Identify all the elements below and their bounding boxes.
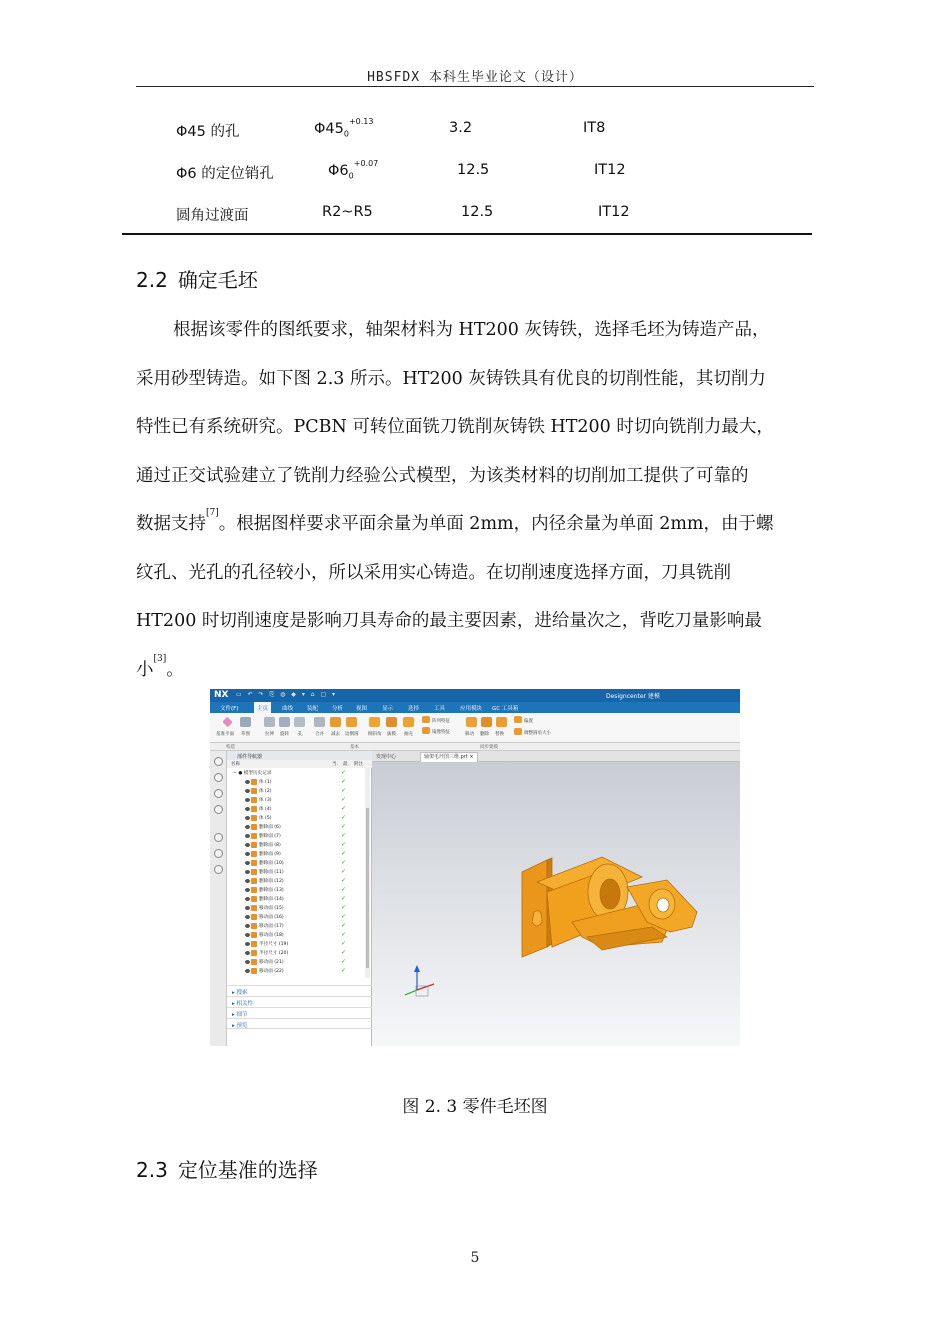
- tree-item[interactable]: [227, 895, 365, 904]
- check-icon: ✓: [341, 877, 347, 884]
- feature-icon: [251, 806, 257, 812]
- graphics-window[interactable]: [372, 762, 740, 1046]
- menu-gc-toolbox[interactable]: GC 工具箱: [492, 706, 519, 712]
- ribbon-label: 合并: [315, 732, 324, 737]
- feature-icon: [251, 932, 257, 938]
- feature-cell: Φ45 的孔: [176, 124, 240, 140]
- tree-item-label: 删除面 (8): [259, 843, 281, 848]
- visibility-icon[interactable]: [245, 888, 250, 892]
- unite-icon[interactable]: [314, 717, 325, 727]
- feature-icon: [251, 833, 257, 839]
- tolerance-cell: IT8: [583, 120, 606, 136]
- hole-icon[interactable]: [294, 717, 305, 727]
- tree-item[interactable]: [227, 886, 365, 895]
- feature-icon: [251, 869, 257, 875]
- shell-icon[interactable]: [403, 717, 414, 727]
- nx-logo: NX: [214, 690, 229, 700]
- feature-icon: [251, 815, 257, 821]
- feature-icon: [251, 905, 257, 911]
- feature-icon: [251, 914, 257, 920]
- chamfer-icon[interactable]: [369, 717, 380, 727]
- visibility-icon[interactable]: [245, 816, 250, 820]
- ribbon-label: 拔模: [387, 732, 396, 737]
- tree-item-label: 删除面 (14): [259, 897, 284, 902]
- visibility-icon[interactable]: [245, 861, 250, 865]
- feature-icon: [251, 896, 257, 902]
- tree-item[interactable]: [227, 787, 365, 796]
- datum-plane-icon[interactable]: [222, 717, 232, 727]
- ribbon-label: 抽壳: [404, 732, 413, 737]
- pattern-feature-icon[interactable]: [422, 716, 430, 723]
- draft-icon[interactable]: [386, 717, 397, 727]
- tab-part-file[interactable]: 轴架毛坯图三维.prt ×: [420, 752, 478, 762]
- tree-item[interactable]: [227, 832, 365, 841]
- menu-curve[interactable]: 曲线: [282, 706, 294, 712]
- check-icon: ✓: [341, 769, 347, 776]
- menu-assembly[interactable]: 装配: [307, 706, 319, 712]
- feature-icon: [251, 797, 257, 803]
- visibility-icon[interactable]: [245, 915, 250, 919]
- tree-item[interactable]: [227, 868, 365, 877]
- check-icon: ✓: [341, 787, 347, 794]
- nx-app-title: Designcenter 建模: [606, 693, 660, 700]
- visibility-icon[interactable]: [245, 960, 250, 964]
- column-header-current[interactable]: 当.: [332, 762, 338, 767]
- feature-icon: [251, 851, 257, 857]
- group-label: 构造: [226, 745, 235, 750]
- feature-icon: [251, 842, 257, 848]
- tree-item[interactable]: [227, 949, 365, 958]
- panel-preview[interactable]: ▸ 预览: [227, 1018, 372, 1029]
- roughness-cell: 3.2: [449, 120, 473, 136]
- graphics-tab-bar: [372, 751, 740, 762]
- menu-display[interactable]: 显示: [382, 706, 394, 712]
- visibility-icon[interactable]: [245, 897, 250, 901]
- check-icon: ✓: [341, 895, 347, 902]
- check-icon: ✓: [341, 904, 347, 911]
- menu-home[interactable]: 主页: [254, 702, 271, 713]
- table-row: [0, 117, 950, 144]
- tree-item-label: 删除面 (7): [259, 834, 281, 839]
- table-row: [0, 159, 950, 186]
- table-bottom-rule: [122, 233, 812, 235]
- visibility-icon[interactable]: [245, 798, 250, 802]
- dimension-cell: R2~R5: [322, 204, 373, 220]
- edge-blend-icon[interactable]: [346, 717, 357, 727]
- history-icon[interactable]: [214, 849, 223, 858]
- tree-item[interactable]: [227, 940, 365, 949]
- replace-face-icon[interactable]: [496, 717, 507, 727]
- figure-caption: 图 2. 3 零件毛坯图: [402, 1097, 548, 1117]
- check-icon: ✓: [341, 805, 347, 812]
- feature-cell: Φ6 的定位销孔: [176, 166, 274, 182]
- ribbon-group-bar: [210, 743, 740, 751]
- tree-item[interactable]: [227, 859, 365, 868]
- sketch-icon[interactable]: [240, 717, 251, 727]
- tree-item[interactable]: [227, 796, 365, 805]
- check-icon: ✓: [341, 949, 347, 956]
- revolve-icon[interactable]: [279, 717, 290, 727]
- feature-cell: 圆角过渡面: [176, 208, 249, 224]
- feature-icon: [251, 941, 257, 947]
- panel-search[interactable]: ▸ 搜索: [227, 985, 372, 996]
- menu-apps[interactable]: 应用模块: [460, 706, 483, 712]
- ribbon-label: 拉伸: [265, 732, 274, 737]
- offset-face-icon[interactable]: [514, 716, 522, 723]
- check-icon: ✓: [341, 778, 347, 785]
- check-icon: ✓: [341, 868, 347, 875]
- ribbon-label: 草图: [241, 732, 250, 737]
- tree-item[interactable]: [227, 877, 365, 886]
- extrude-icon[interactable]: [264, 717, 275, 727]
- menu-file[interactable]: 文件(F): [220, 706, 239, 712]
- check-icon: ✓: [341, 859, 347, 866]
- ribbon-label: 镜像特征: [432, 730, 450, 735]
- feature-icon: [251, 959, 257, 965]
- visibility-icon[interactable]: [245, 789, 250, 793]
- tree-item[interactable]: [227, 850, 365, 859]
- dimension-cell: $\Phi 6_0^{+0.07}$: [328, 159, 379, 181]
- ribbon-label: 调整圆角大小: [524, 731, 551, 736]
- view-triad: [405, 965, 434, 996]
- tree-item[interactable]: [227, 904, 365, 913]
- section-heading-2-3: 2.3 定位基准的选择: [136, 1158, 318, 1182]
- tab-discovery-center[interactable]: 发现中心: [376, 754, 397, 760]
- citation-ref[interactable]: [7]: [206, 508, 219, 519]
- ribbon-label: 删除: [480, 732, 489, 737]
- constraint-navigator-icon[interactable]: [214, 805, 223, 814]
- visibility-icon[interactable]: [245, 942, 250, 946]
- menu-tools[interactable]: 工具: [434, 706, 446, 712]
- ribbon-label: 偏置: [524, 719, 533, 724]
- mirror-feature-icon[interactable]: [422, 727, 430, 734]
- ribbon-label: 移动: [465, 732, 474, 737]
- tree-item-label: 体 (3): [259, 798, 272, 803]
- feature-icon: [251, 968, 257, 974]
- tree-item-label: 移动面 (21): [259, 960, 284, 965]
- resource-bar: [210, 751, 227, 1046]
- menu-select[interactable]: 选择: [408, 706, 420, 712]
- running-header: HBSFDX 本科生毕业论文（设计）: [367, 70, 583, 85]
- check-icon: ✓: [341, 886, 347, 893]
- ribbon-label: 阵列特征: [432, 719, 450, 724]
- tree-item-label: 删除面 (9): [259, 852, 281, 857]
- part-model-3d: [372, 762, 740, 1046]
- ribbon-label: 替换: [495, 732, 504, 737]
- check-icon: ✓: [341, 850, 347, 857]
- ribbon-label: 减去: [331, 732, 340, 737]
- tree-root-label: − ● 模型历史记录: [233, 771, 272, 776]
- column-header-notes[interactable]: 附注: [354, 762, 363, 767]
- move-face-icon[interactable]: [466, 717, 477, 727]
- tree-item-label: 体 (4): [259, 807, 272, 812]
- tree-item-label: 移动面 (15): [259, 906, 284, 911]
- tree-item[interactable]: [227, 967, 365, 976]
- tree-item[interactable]: [227, 922, 365, 931]
- subtract-icon[interactable]: [330, 717, 341, 727]
- feature-icon: [251, 923, 257, 929]
- check-icon: ✓: [341, 958, 347, 965]
- column-header-name[interactable]: 名称: [231, 762, 240, 767]
- part-navigator-icon[interactable]: [214, 773, 223, 782]
- tree-item-label: 删除面 (12): [259, 879, 284, 884]
- quick-access-icons: ▭ ↶ ↷ ⎘ ◍ ◆ ▾ ⌂ ▢ ▾: [236, 691, 338, 698]
- part-navigator-title: 部件导航器: [227, 751, 372, 760]
- visibility-icon[interactable]: [245, 969, 250, 973]
- column-header-latest[interactable]: 最.: [343, 762, 349, 767]
- visibility-icon[interactable]: [245, 834, 250, 838]
- tree-item-label: 移动面 (17): [259, 924, 284, 929]
- table-row: [0, 204, 950, 228]
- check-icon: ✓: [341, 967, 347, 974]
- ribbon-label: 倒斜角: [368, 732, 382, 737]
- check-icon: ✓: [341, 832, 347, 839]
- part-navigator: [227, 751, 372, 1046]
- check-icon: ✓: [341, 814, 347, 821]
- tree-item-label: 体 (1): [259, 780, 272, 785]
- group-label: 同步建模: [480, 745, 498, 750]
- tree-root[interactable]: [227, 769, 365, 778]
- visibility-icon[interactable]: [245, 906, 250, 910]
- visibility-icon[interactable]: [245, 879, 250, 883]
- visibility-icon[interactable]: [245, 852, 250, 856]
- tree-item[interactable]: [227, 823, 365, 832]
- check-icon: ✓: [341, 931, 347, 938]
- feature-icon: [251, 788, 257, 794]
- delete-face-icon[interactable]: [481, 717, 492, 727]
- assembly-navigator-icon[interactable]: [214, 789, 223, 798]
- feature-icon: [251, 878, 257, 884]
- tree-item-label: 移动面 (18): [259, 933, 284, 938]
- body-paragraph: 根据该零件的图纸要求，轴架材料为 HT200 灰铸铁，选择毛坯为铸造产品， 采用砂型铸造。如下图 2.3 所示。HT200 灰铸铁具有优良的切削性能，其切削力 特性已有系统研究。PCBN 可转位面铣刀铣削灰铸铁 HT200 时切向铣削力最大， 通过正交试验建立了铣削力经验公式模型，为该类材料的切削加工提供了可靠的 数据支持[7]。根据图样要求平面余量为单面 2mm，内径余量为单面 2mm，由于螺 纹孔、光孔的孔径较小，所以采用实心铸造。在切削速度选择方面，刀具铣削 HT200 时切削速度是影响刀具寿命的最主要因素，进给量次之，背吃刀量影响最 小[3]。: [136, 320, 774, 680]
- dimension-cell: $\Phi 45_0^{+0.13}$: [314, 117, 374, 139]
- citation-ref[interactable]: [3]: [153, 653, 167, 664]
- feature-icon: [251, 887, 257, 893]
- check-icon: ✓: [341, 796, 347, 803]
- nx-title-bar: [210, 689, 740, 702]
- visibility-icon[interactable]: [245, 843, 250, 847]
- nx-screenshot-figure: [210, 689, 740, 1046]
- tree-item-label: 半径尺寸 (20): [259, 951, 289, 956]
- visibility-icon[interactable]: [245, 933, 250, 937]
- panel-dependencies[interactable]: ▸ 相关性: [227, 996, 372, 1007]
- tree-item-label: 删除面 (6): [259, 825, 281, 830]
- tree-item-label: 移动面 (16): [259, 915, 284, 920]
- tree-item-label: 删除面 (13): [259, 888, 284, 893]
- tolerance-cell: IT12: [594, 162, 626, 178]
- tree-item-label: 移动面 (22): [259, 969, 284, 974]
- tree-item-label: 删除面 (10): [259, 861, 284, 866]
- tree-item[interactable]: [227, 841, 365, 850]
- group-label: 基本: [350, 745, 359, 750]
- feature-icon: [251, 860, 257, 866]
- navigator-scrollbar[interactable]: [365, 768, 370, 978]
- tree-item-label: 体 (2): [259, 789, 272, 794]
- web-browser-icon[interactable]: [214, 833, 223, 842]
- tree-item[interactable]: [227, 931, 365, 940]
- tree-item[interactable]: [227, 958, 365, 967]
- resize-blend-icon[interactable]: [514, 728, 522, 735]
- visibility-icon[interactable]: [245, 870, 250, 874]
- check-icon: ✓: [341, 940, 347, 947]
- feature-icon: [251, 950, 257, 956]
- menu-view[interactable]: 视图: [356, 706, 368, 712]
- visibility-icon[interactable]: [245, 807, 250, 811]
- menu-analysis[interactable]: 分析: [332, 706, 344, 712]
- visibility-icon[interactable]: [245, 780, 250, 784]
- tree-item[interactable]: [227, 778, 365, 787]
- visibility-icon[interactable]: [245, 924, 250, 928]
- cast-blank-part: [522, 857, 697, 957]
- tolerance-cell: IT12: [598, 204, 630, 220]
- ribbon-label: 基准平面: [216, 732, 234, 737]
- section-heading-2-2: 2.2 确定毛坯: [136, 268, 258, 292]
- check-icon: ✓: [341, 922, 347, 929]
- page-number: 5: [470, 1250, 480, 1266]
- roles-icon[interactable]: [214, 865, 223, 874]
- tree-item[interactable]: [227, 913, 365, 922]
- tree-item[interactable]: [227, 805, 365, 814]
- tree-item-label: 半径尺寸 (19): [259, 942, 289, 947]
- panel-details[interactable]: ▸ 细节: [227, 1007, 372, 1018]
- tree-item[interactable]: [227, 814, 365, 823]
- nx-ribbon: [210, 713, 740, 743]
- header-rule: [136, 86, 814, 87]
- check-icon: ✓: [341, 913, 347, 920]
- visibility-icon[interactable]: [245, 951, 250, 955]
- visibility-icon[interactable]: [245, 825, 250, 829]
- roughness-cell: 12.5: [457, 162, 490, 178]
- tree-item-label: 体 (5): [259, 816, 272, 821]
- feature-icon: [251, 824, 257, 830]
- settings-icon[interactable]: [214, 757, 223, 766]
- tree-item-label: 删除面 (11): [259, 870, 284, 875]
- roughness-cell: 12.5: [461, 204, 494, 220]
- check-icon: ✓: [341, 841, 347, 848]
- navigator-columns: [227, 760, 372, 768]
- ribbon-label: 孔: [298, 732, 303, 737]
- ribbon-label: 边倒圆: [345, 732, 359, 737]
- ribbon-label: 旋转: [280, 732, 289, 737]
- feature-icon: [251, 779, 257, 785]
- nx-menu-bar: [210, 702, 740, 713]
- check-icon: ✓: [341, 823, 347, 830]
